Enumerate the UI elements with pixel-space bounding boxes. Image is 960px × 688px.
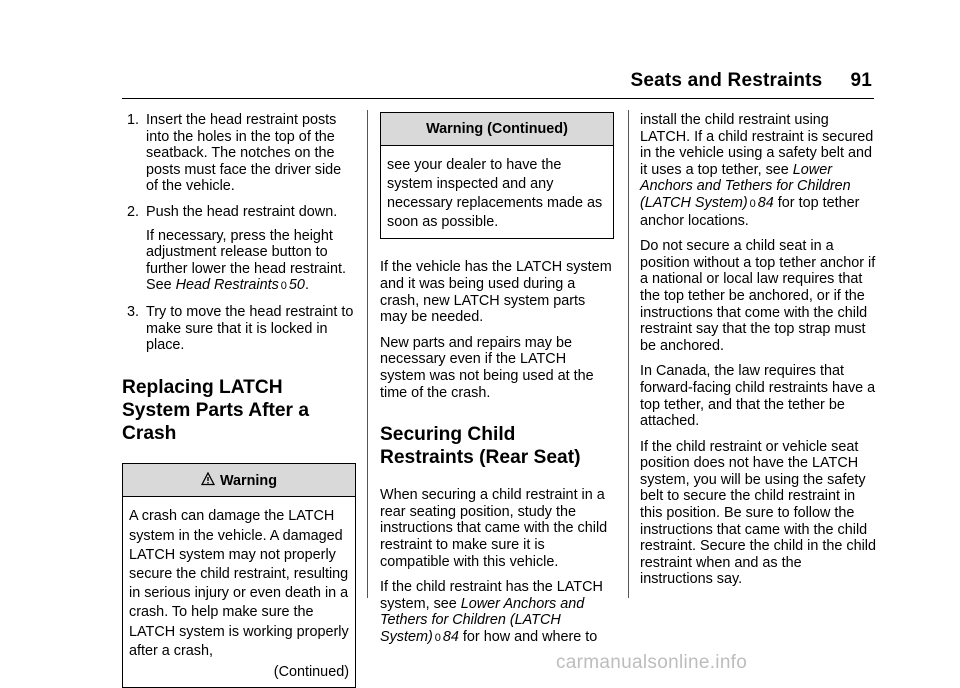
cross-reference-link[interactable]: Lower Anchors and Tethers for Children (LATCH System) bbox=[380, 595, 585, 645]
warning-body: A crash can damage the LATCH system in the vehicle. A damaged LATCH system may not properly secure the child restraint, resulting in serious injury or even death in a crash. To help make sure the LATCH system is working properly after a crash, (Continued) bbox=[123, 497, 355, 687]
section-title: Seats and Restraints bbox=[630, 70, 823, 91]
column-divider-2 bbox=[628, 110, 629, 598]
page-number: 91 bbox=[850, 70, 872, 91]
column-3 bbox=[640, 112, 876, 597]
paragraph: install the child restraint using LATCH. If a child restraint is secured in the vehicle using a safety belt and it uses a top tether, see Lower Anchors and Tethers for Children (LATCH System) 0 84 for top tether anchor locations. bbox=[640, 112, 874, 229]
cross-reference-link[interactable]: Lower Anchors and Tethers for Children (LATCH System) bbox=[640, 161, 851, 211]
paragraph: When securing a child restraint in a rear seating position, study the instructions that came with the child restraint to make sure it is compatible with this vehicle. bbox=[380, 487, 608, 570]
page-header bbox=[630, 70, 872, 92]
column-1 bbox=[122, 112, 356, 688]
section-heading: Securing Child Restraints (Rear Seat) bbox=[380, 424, 581, 469]
cross-reference-page[interactable]: 50 bbox=[288, 277, 305, 294]
warning-triangle-icon bbox=[201, 472, 215, 486]
list-item: 3. Try to move the head restraint to make sure that it is locked in place. bbox=[127, 303, 354, 354]
warning-body: see your dealer to have the system inspected and any necessary replacements made as soon as possible. bbox=[387, 156, 603, 231]
paragraph: If the child restraint or vehicle seat position does not have the LATCH system, you will be using the safety belt to secure the child restraint in this position. Be sure to follow the instructions that came with the child restraint. Secure the child in the child restraint when and as the instructions say. bbox=[640, 438, 876, 588]
warning-box bbox=[122, 463, 356, 688]
cross-reference-page[interactable]: 84 bbox=[757, 194, 774, 211]
column-2 bbox=[380, 112, 614, 656]
warning-box-continued bbox=[380, 112, 614, 239]
page-ref-icon: 0 bbox=[434, 631, 441, 644]
continued-label: (Continued) bbox=[273, 663, 349, 680]
page-ref-icon: 0 bbox=[749, 197, 756, 210]
cross-reference-page[interactable]: 84 bbox=[442, 628, 459, 645]
warning-header: Warning bbox=[123, 464, 355, 498]
warning-header: Warning (Continued) bbox=[381, 113, 613, 146]
header-rule bbox=[122, 98, 874, 99]
watermark: carmanualsonline.info bbox=[556, 652, 748, 673]
list-item: 2. Push the head restraint down. bbox=[127, 203, 338, 220]
list-item: 1. Insert the head restraint posts into the holes in the top of the seatback. The notches on the posts must face the driver side of the vehicle. bbox=[127, 112, 342, 195]
paragraph: In Canada, the law requires that forward-facing child restraints have a top tether, and that the tether be attached. bbox=[640, 363, 876, 430]
paragraph: If the vehicle has the LATCH system and it was being used during a crash, new LATCH system parts may be needed. bbox=[380, 259, 612, 326]
paragraph: Do not secure a child seat in a position without a top tether anchor if a national or local law requires that the top tether be anchored, or if the instructions that come with the child restraint say that the top strap must be anchored. bbox=[640, 238, 876, 354]
column-divider-1 bbox=[367, 110, 368, 598]
page-ref-icon: 0 bbox=[280, 280, 287, 293]
cross-reference-link[interactable]: Head Restraints bbox=[175, 277, 279, 294]
section-heading: Replacing LATCH System Parts After a Crash bbox=[122, 376, 309, 444]
step-2-detail: If necessary, press the height adjustment release button to further lower the head restraint. See Head Restraints 0 50. bbox=[146, 227, 346, 294]
paragraph: New parts and repairs may be necessary even if the LATCH system was not being used at the time of the crash. bbox=[380, 334, 594, 401]
paragraph: If the child restraint has the LATCH system, see Lower Anchors and Tethers for Children (LATCH System) 0 84 for how and where to bbox=[380, 579, 603, 645]
